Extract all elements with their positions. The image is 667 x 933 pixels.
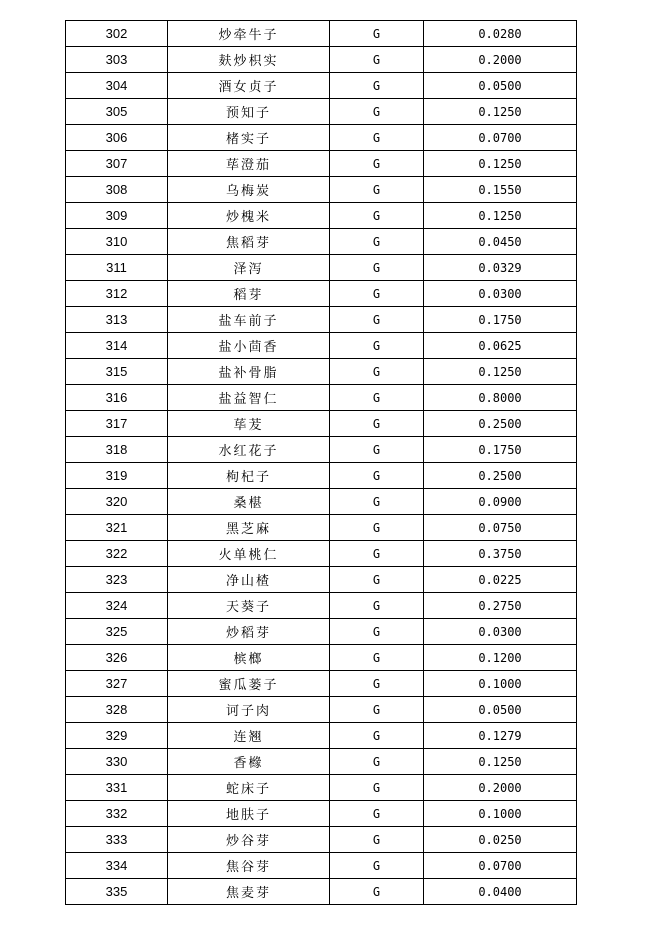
row-number-cell: 335 [66,879,168,905]
amount-cell: 0.1550 [424,177,577,203]
row-number-cell: 303 [66,47,168,73]
herb-name-cell: 水红花子 [168,437,330,463]
herb-name-cell: 净山楂 [168,567,330,593]
unit-cell: G [330,203,424,229]
table-row [66,671,577,697]
herb-name-cell: 焦麦芽 [168,879,330,905]
row-number-cell: 310 [66,229,168,255]
row-number-cell: 302 [66,21,168,47]
amount-cell: 0.0225 [424,567,577,593]
amount-cell: 0.0625 [424,333,577,359]
table-body [66,21,577,905]
amount-cell: 0.2000 [424,47,577,73]
table-row [66,749,577,775]
table-row [66,541,577,567]
amount-cell: 0.1750 [424,307,577,333]
herb-name-cell: 盐车前子 [168,307,330,333]
unit-cell: G [330,541,424,567]
row-number-cell: 334 [66,853,168,879]
row-number-cell: 319 [66,463,168,489]
table-row [66,411,577,437]
table-row [66,177,577,203]
unit-cell: G [330,385,424,411]
row-number-cell: 307 [66,151,168,177]
amount-cell: 0.1250 [424,151,577,177]
unit-cell: G [330,645,424,671]
herb-name-cell: 楮实子 [168,125,330,151]
row-number-cell: 325 [66,619,168,645]
herb-name-cell: 槟榔 [168,645,330,671]
unit-cell: G [330,801,424,827]
unit-cell: G [330,593,424,619]
table-row [66,463,577,489]
herb-name-cell: 乌梅炭 [168,177,330,203]
amount-cell: 0.0450 [424,229,577,255]
table-row [66,125,577,151]
row-number-cell: 315 [66,359,168,385]
unit-cell: G [330,619,424,645]
unit-cell: G [330,99,424,125]
amount-cell: 0.1250 [424,359,577,385]
row-number-cell: 314 [66,333,168,359]
table-row [66,775,577,801]
herb-name-cell: 桑椹 [168,489,330,515]
amount-cell: 0.1279 [424,723,577,749]
herb-name-cell: 连翘 [168,723,330,749]
herb-name-cell: 黑芝麻 [168,515,330,541]
row-number-cell: 327 [66,671,168,697]
unit-cell: G [330,47,424,73]
unit-cell: G [330,749,424,775]
unit-cell: G [330,73,424,99]
row-number-cell: 323 [66,567,168,593]
herb-name-cell: 焦谷芽 [168,853,330,879]
table-row [66,203,577,229]
herb-name-cell: 蛇床子 [168,775,330,801]
amount-cell: 0.0700 [424,125,577,151]
herb-name-cell: 枸杞子 [168,463,330,489]
unit-cell: G [330,489,424,515]
amount-cell: 0.2500 [424,411,577,437]
table-row [66,385,577,411]
unit-cell: G [330,463,424,489]
herb-name-cell: 盐益智仁 [168,385,330,411]
herb-name-cell: 泽泻 [168,255,330,281]
unit-cell: G [330,671,424,697]
unit-cell: G [330,333,424,359]
amount-cell: 0.0300 [424,619,577,645]
table-row [66,99,577,125]
row-number-cell: 329 [66,723,168,749]
table-row [66,801,577,827]
unit-cell: G [330,411,424,437]
herb-name-cell: 地肤子 [168,801,330,827]
table-row [66,879,577,905]
table-row [66,697,577,723]
table-row [66,255,577,281]
amount-cell: 0.0700 [424,853,577,879]
table-row [66,489,577,515]
row-number-cell: 318 [66,437,168,463]
unit-cell: G [330,775,424,801]
herb-dosage-table [65,20,577,905]
row-number-cell: 313 [66,307,168,333]
amount-cell: 0.2750 [424,593,577,619]
table-row [66,645,577,671]
row-number-cell: 312 [66,281,168,307]
row-number-cell: 308 [66,177,168,203]
table-row [66,151,577,177]
unit-cell: G [330,307,424,333]
unit-cell: G [330,151,424,177]
amount-cell: 0.0250 [424,827,577,853]
row-number-cell: 332 [66,801,168,827]
amount-cell: 0.0750 [424,515,577,541]
amount-cell: 0.3750 [424,541,577,567]
amount-cell: 0.2500 [424,463,577,489]
table-row [66,359,577,385]
amount-cell: 0.1250 [424,99,577,125]
table-row [66,827,577,853]
row-number-cell: 321 [66,515,168,541]
amount-cell: 0.0400 [424,879,577,905]
unit-cell: G [330,177,424,203]
table-row [66,333,577,359]
herb-name-cell: 荜茇 [168,411,330,437]
amount-cell: 0.1250 [424,749,577,775]
row-number-cell: 333 [66,827,168,853]
unit-cell: G [330,567,424,593]
herb-name-cell: 盐补骨脂 [168,359,330,385]
herb-name-cell: 炒谷芽 [168,827,330,853]
herb-name-cell: 荜澄茄 [168,151,330,177]
table-row [66,853,577,879]
herb-name-cell: 蜜瓜蒌子 [168,671,330,697]
unit-cell: G [330,229,424,255]
amount-cell: 0.1000 [424,671,577,697]
amount-cell: 0.0280 [424,21,577,47]
amount-cell: 0.0500 [424,73,577,99]
amount-cell: 0.0329 [424,255,577,281]
table-row [66,723,577,749]
herb-name-cell: 焦稻芽 [168,229,330,255]
amount-cell: 0.8000 [424,385,577,411]
amount-cell: 0.1200 [424,645,577,671]
row-number-cell: 324 [66,593,168,619]
table-row [66,593,577,619]
table-row [66,281,577,307]
unit-cell: G [330,723,424,749]
unit-cell: G [330,827,424,853]
unit-cell: G [330,515,424,541]
unit-cell: G [330,437,424,463]
table-row [66,47,577,73]
amount-cell: 0.2000 [424,775,577,801]
herb-name-cell: 火单桃仁 [168,541,330,567]
amount-cell: 0.0500 [424,697,577,723]
herb-name-cell: 稻芽 [168,281,330,307]
row-number-cell: 320 [66,489,168,515]
row-number-cell: 328 [66,697,168,723]
amount-cell: 0.1000 [424,801,577,827]
table-row [66,619,577,645]
row-number-cell: 316 [66,385,168,411]
row-number-cell: 304 [66,73,168,99]
amount-cell: 0.0300 [424,281,577,307]
herb-name-cell: 酒女贞子 [168,73,330,99]
row-number-cell: 330 [66,749,168,775]
unit-cell: G [330,125,424,151]
herb-name-cell: 香橼 [168,749,330,775]
unit-cell: G [330,281,424,307]
row-number-cell: 309 [66,203,168,229]
table-row [66,437,577,463]
unit-cell: G [330,853,424,879]
herb-name-cell: 盐小茴香 [168,333,330,359]
herb-name-cell: 麸炒枳实 [168,47,330,73]
unit-cell: G [330,255,424,281]
unit-cell: G [330,879,424,905]
amount-cell: 0.0900 [424,489,577,515]
row-number-cell: 311 [66,255,168,281]
unit-cell: G [330,21,424,47]
unit-cell: G [330,697,424,723]
row-number-cell: 317 [66,411,168,437]
table-row [66,515,577,541]
table-row [66,229,577,255]
row-number-cell: 322 [66,541,168,567]
row-number-cell: 305 [66,99,168,125]
table-row [66,307,577,333]
herb-name-cell: 炒牵牛子 [168,21,330,47]
amount-cell: 0.1250 [424,203,577,229]
herb-name-cell: 炒槐米 [168,203,330,229]
table-row [66,567,577,593]
table-row [66,73,577,99]
row-number-cell: 326 [66,645,168,671]
unit-cell: G [330,359,424,385]
amount-cell: 0.1750 [424,437,577,463]
row-number-cell: 306 [66,125,168,151]
table-row [66,21,577,47]
herb-name-cell: 天葵子 [168,593,330,619]
row-number-cell: 331 [66,775,168,801]
herb-name-cell: 诃子肉 [168,697,330,723]
herb-name-cell: 预知子 [168,99,330,125]
herb-name-cell: 炒稻芽 [168,619,330,645]
